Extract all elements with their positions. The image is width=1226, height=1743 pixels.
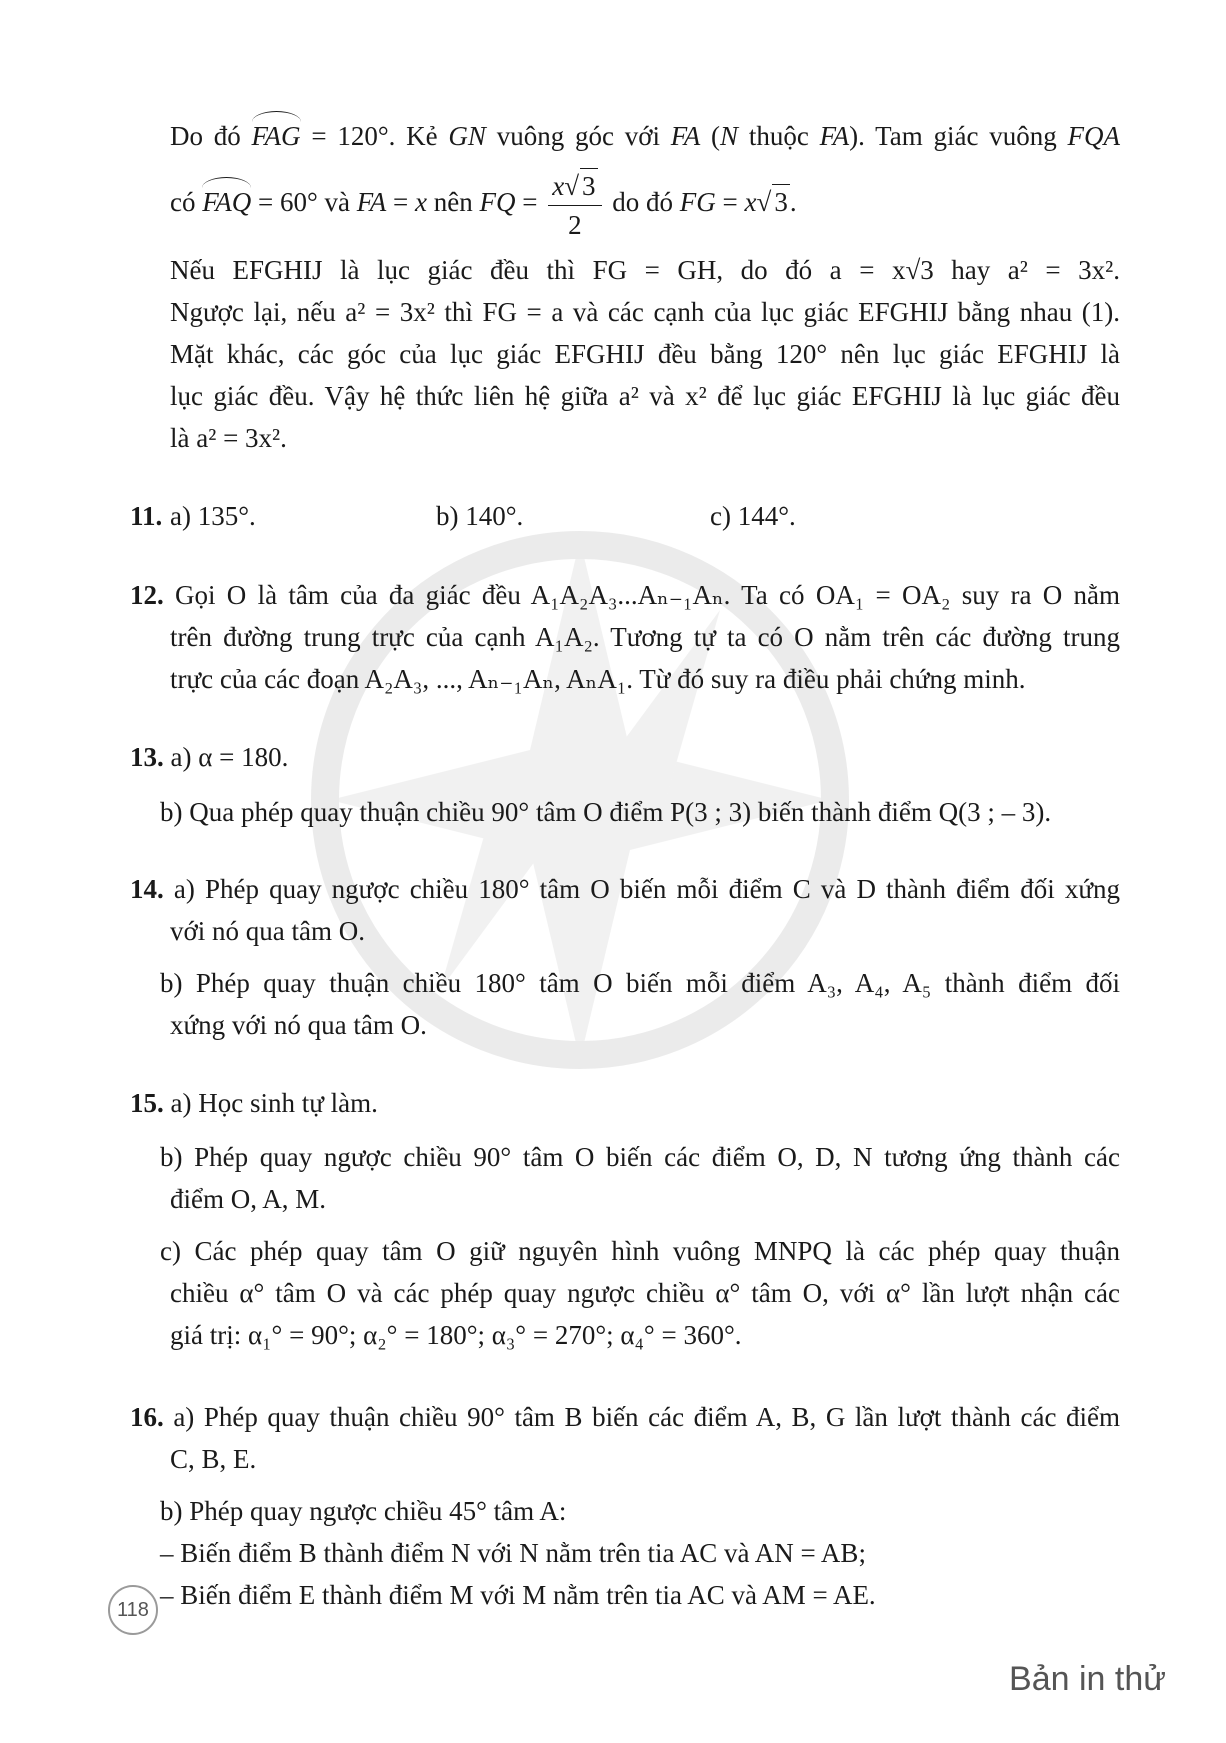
p10-line-3: Nếu EFGHIJ là lục giác đều thì FG = GH, do đó a = x√3 hay a² = 3x². [170,255,1120,285]
p10-line-7: là a² = 3x². [170,423,287,453]
problem-16-b-item-1: – Biến điểm B thành điểm N với N nằm trên tia AC và AN = AB; [160,1538,866,1568]
problem-15-b-line-2: điểm O, A, M. [170,1184,327,1214]
problem-12-line-3: trực của các đoạn A₂A₃, ..., Aₙ₋₁Aₙ, AₙA₁. Từ đó suy ra điều phải chứng minh. [170,664,1026,694]
page-number: 118 [108,1585,158,1635]
problem-15-c-line-2: chiều α° tâm O và các phép quay ngược chiều α° tâm O, với α° lần lượt nhận các [170,1278,1120,1308]
p10-line-6: lục giác đều. Vậy hệ thức liên hệ giữa a² và x² để lục giác EFGHIJ là lục giác đều [170,381,1120,411]
angle-faq: FAQ [202,179,251,219]
problem-14-b-line-1: b) Phép quay thuận chiều 180° tâm O biến mỗi điểm A₃, A₄, A₅ thành điểm đối [160,968,1120,998]
proof-label: Bản in thử [1009,1660,1166,1698]
problem-15-a: 15. a) Học sinh tự làm. [130,1088,378,1118]
p10-line-2: có FAQ = 60° và FA = x nên FQ = $\frac{x√ 3}{2}$ do đó FG = x√ 3. [170,168,1120,242]
problem-16-a-line-2: C, B, E. [170,1444,257,1474]
problem-14-a-line-2: với nó qua tâm O. [170,916,365,946]
p10-line-1: Do đó FAG = 120°. Kẻ GN vuông góc với FA (N thuộc FA). Tam giác vuông FQA [170,113,1120,153]
fraction-fq: $\frac{x√ 3}{2}$ [548,168,601,242]
problem-15-c-line-3: giá trị: α₁° = 90°; α₂° = 180°; α₃° = 270°; α₄° = 360°. [170,1320,742,1350]
problem-11: 11. a) 135°. b) 140°. c) 144°. [130,501,796,531]
p10-line-4: Ngược lại, nếu a² = 3x² thì FG = a và các cạnh của lục giác EFGHIJ bằng nhau (1). [170,297,1120,327]
p10-line-5: Mặt khác, các góc của lục giác EFGHIJ đều bằng 120° nên lục giác EFGHIJ là [170,339,1120,369]
problem-14-b-line-2: xứng với nó qua tâm O. [170,1010,427,1040]
problem-12-line-2: trên đường trung trực của cạnh A₁A₂. Tương tự ta có O nằm trên các đường trung [170,622,1120,652]
problem-16-b: b) Phép quay ngược chiều 45° tâm A: [160,1496,567,1526]
problem-13-b: b) Qua phép quay thuận chiều 90° tâm O điểm P(3 ; 3) biến thành điểm Q(3 ; – 3). [160,797,1052,827]
problem-13-a: 13. a) α = 180. [130,742,289,772]
problem-16-a-line-1: 16. a) Phép quay thuận chiều 90° tâm B biến các điểm A, B, G lần lượt thành các điểm [130,1402,1120,1432]
angle-fag: FAG [252,113,301,153]
problem-12-line-1: 12. Gọi O là tâm của đa giác đều A₁A₂A₃...Aₙ₋₁Aₙ. Ta có OA₁ = OA₂ suy ra O nằm [130,580,1120,610]
problem-14-a-line-1: 14. a) Phép quay ngược chiều 180° tâm O biến mỗi điểm C và D thành điểm đối xứng [130,874,1121,904]
problem-15-c-line-1: c) Các phép quay tâm O giữ nguyên hình vuông MNPQ là các phép quay thuận [160,1236,1120,1266]
problem-15-b-line-1: b) Phép quay ngược chiều 90° tâm O biến các điểm O, D, N tương ứng thành các [160,1142,1120,1172]
problem-16-b-item-2: – Biến điểm E thành điểm M với M nằm trên tia AC và AM = AE. [160,1580,876,1610]
